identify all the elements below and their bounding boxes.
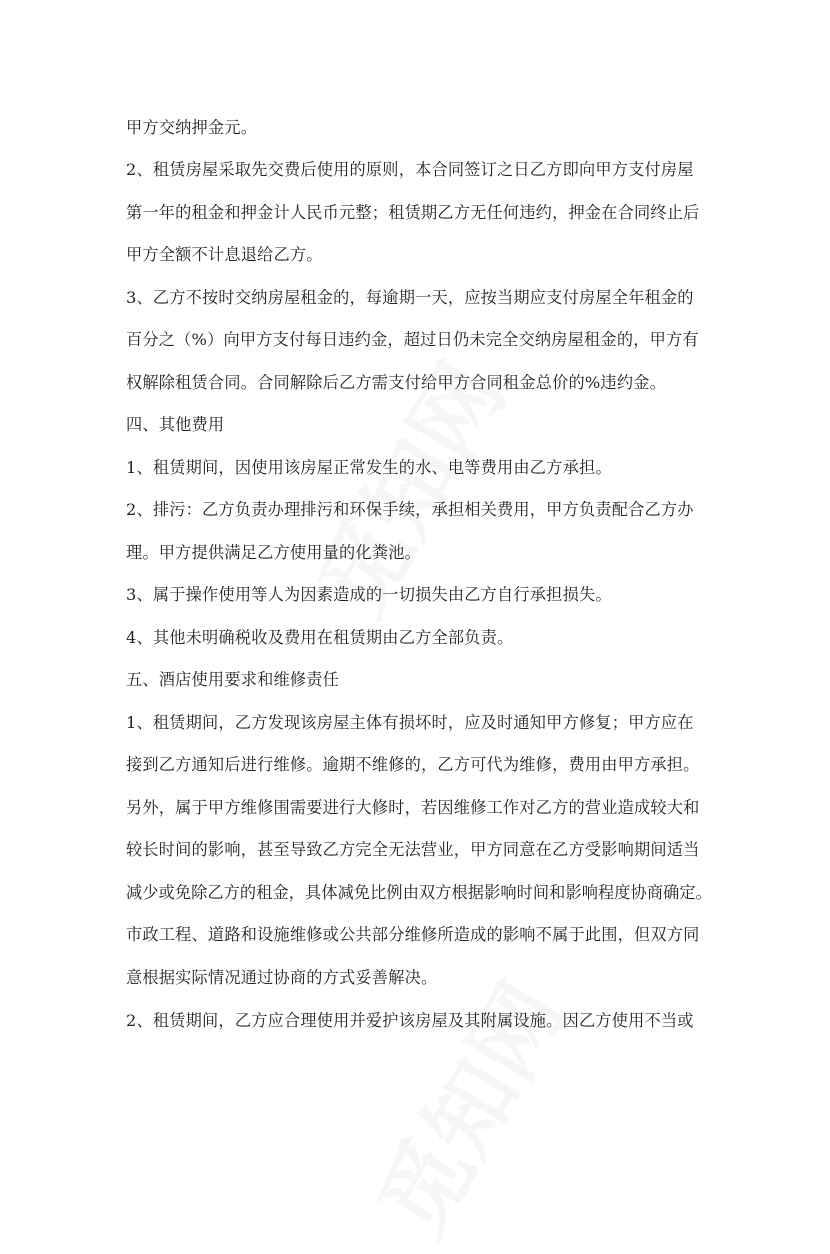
text-line: 权解除租赁合同。合同解除后乙方需支付给甲方合同租金总价的%违约金。 — [126, 373, 666, 392]
text-line: 百分之（%）向甲方支付每日违约金，超过日仍未完全交纳房屋租金的，甲方有 — [126, 330, 699, 349]
text-line: 1、租赁期间，因使用该房屋正常发生的水、电等费用由乙方承担。 — [126, 458, 612, 477]
text-line: 减少或免除乙方的租金，具体减免比例由双方根据影响时间和影响程度协商确定。 — [126, 883, 712, 902]
text-line: 2、租赁房屋采取先交费后使用的原则，本合同签订之日乙方即向甲方支付房屋 — [126, 160, 694, 179]
text-line: 五、酒店使用要求和维修责任 — [126, 670, 340, 689]
text-line: 意根据实际情况通过协商的方式妥善解决。 — [126, 968, 438, 987]
text-line: 第一年的租金和押金计人民币元整；租赁期乙方无任何违约，押金在合同终止后 — [126, 203, 700, 222]
text-line: 1、租赁期间，乙方发现该房屋主体有损坏时，应及时通知甲方修复；甲方应在 — [126, 713, 694, 732]
text-line: 甲方全额不计息退给乙方。 — [126, 245, 323, 264]
text-line: 另外，属于甲方维修围需要进行大修时，若因维修工作对乙方的营业造成较大和 — [126, 798, 700, 817]
text-line: 2、租赁期间，乙方应合理使用并爱护该房屋及其附属设施。因乙方使用不当或 — [126, 1011, 694, 1030]
text-line: 市政工程、道路和设施维修或公共部分维修所造成的影响不属于此围，但双方同 — [126, 925, 700, 944]
text-line: 较长时间的影响，甚至导致乙方完全无法营业，甲方同意在乙方受影响期间适当 — [126, 840, 700, 859]
text-line: 2、排污：乙方负责办理排污和环保手续，承担相关费用，甲方负责配合乙方办 — [126, 500, 694, 519]
text-line: 接到乙方通知后进行维修。逾期不维修的，乙方可代为维修，费用由甲方承担。 — [126, 755, 700, 774]
text-line: 3、乙方不按时交纳房屋租金的，每逾期一天，应按当期应支付房屋全年租金的 — [126, 288, 694, 307]
text-line: 四、其他费用 — [126, 415, 225, 434]
text-line: 4、其他未明确税收及费用在租赁期由乙方全部负责。 — [126, 628, 514, 647]
text-line: 理。甲方提供满足乙方使用量的化粪池。 — [126, 543, 421, 562]
text-line: 甲方交纳押金元。 — [126, 118, 258, 137]
text-line: 3、属于操作使用等人为因素造成的一切损失由乙方自行承担损失。 — [126, 585, 612, 604]
watermark — [341, 956, 589, 1254]
